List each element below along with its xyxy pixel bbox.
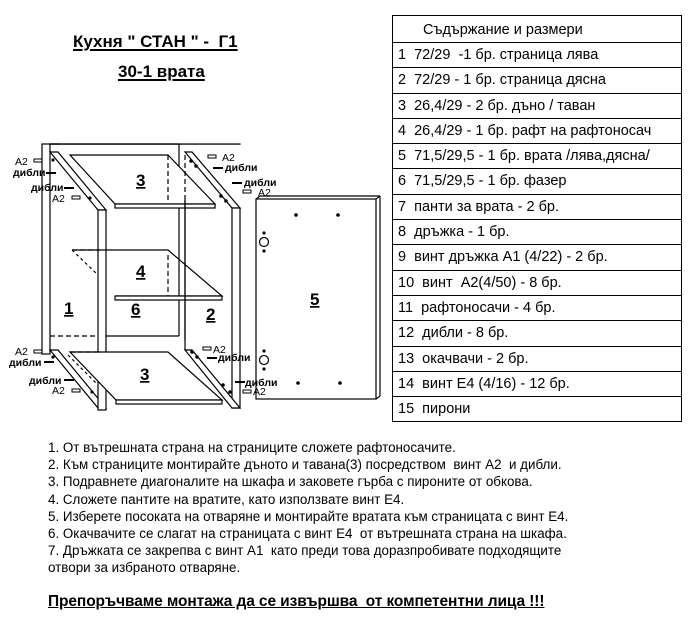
- shelf: [72, 200, 222, 340]
- part-label-shelf: 4: [136, 262, 146, 281]
- dowel-label: дибли: [13, 167, 46, 179]
- part-label-back: 6: [131, 300, 141, 319]
- screw-label: А2: [253, 386, 266, 398]
- screw-label: А2: [52, 193, 65, 205]
- contents-row: 14 винт Е4 (4/16) - 12 бр.: [393, 371, 681, 396]
- screw-label: А2: [52, 385, 65, 397]
- page-title: Кухня " СТАН " - Г1: [73, 32, 238, 51]
- part-label-top: 3: [136, 171, 146, 190]
- contents-row: 5 71,5/29,5 - 1 бр. врата /лява,дясна/: [393, 143, 681, 168]
- instruction-step: отвори за избраното отваряне.: [48, 560, 241, 576]
- contents-row: 3 26,4/29 - 2 бр. дъно / таван: [393, 93, 681, 118]
- screw-label: А2: [15, 346, 28, 358]
- contents-row: 10 винт А2(4/50) - 8 бр.: [393, 270, 681, 295]
- instruction-step: 1. От вътрешната страна на страниците сложете рафтоносачите.: [48, 440, 456, 455]
- part-label-left-side: 1: [64, 299, 74, 318]
- contents-row: 11 рафтоносачи - 4 бр.: [393, 295, 681, 320]
- contents-row: 6 71,5/29,5 - 1 бр. фазер: [393, 168, 681, 193]
- contents-row: 9 винт дръжка А1 (4/22) - 2 бр.: [393, 244, 681, 269]
- instruction-step: 5. Изберете посоката на отваряне и монтирайте вратата към страницата с винт Е4.: [48, 508, 569, 524]
- warning-note: Препоръчваме монтажа да се извършва от компетентни лица !!!: [48, 593, 545, 610]
- instruction-step: 2. Към страниците монтирайте дъното и тавана(3) посредством винт А2 и дибли.: [48, 457, 562, 473]
- instruction-step: 4. Сложете пантите на вратите, като използвате винт Е4.: [48, 491, 405, 507]
- contents-table: [392, 15, 682, 422]
- instruction-step: 3. Подравнете диагоналите на шкафа и заковете гърба с пироните от обкова.: [48, 474, 533, 490]
- instruction-step: 7. Дръжката се закрепва с винт А1 като преди това доразпробивате подходящите: [48, 543, 562, 559]
- contents-row: 15 пирони: [393, 396, 681, 421]
- dowel-label: дибли: [218, 352, 251, 364]
- contents-row: 1 72/29 -1 бр. страница лява: [393, 42, 681, 67]
- screw-label: А2: [15, 156, 28, 168]
- screw-label: А2: [213, 344, 226, 356]
- dowel-label: дибли: [29, 375, 62, 387]
- assembly-instructions: [48, 439, 568, 577]
- contents-row: 2 72/29 - 1 бр. страница дясна: [393, 67, 681, 92]
- contents-row: 12 дибли - 8 бр.: [393, 320, 681, 345]
- contents-row: 8 дръжка - 1 бр.: [393, 219, 681, 244]
- part-label-door: 5: [310, 290, 320, 309]
- screw-label: А2: [258, 187, 271, 199]
- dowel-label: дибли: [9, 357, 42, 369]
- dowel-label: дибли: [225, 162, 258, 174]
- screw-label: А2: [222, 152, 235, 164]
- contents-heading: Съдържание и размери: [423, 22, 583, 38]
- contents-row: 13 окачвачи - 2 бр.: [393, 346, 681, 371]
- contents-row: 4 26,4/29 - 1 бр. рафт на рафтоносач: [393, 118, 681, 143]
- part-label-bottom: 3: [140, 365, 150, 384]
- part-label-right-side: 2: [206, 305, 216, 324]
- contents-row: 7 панти за врата - 2 бр.: [393, 194, 681, 219]
- dowel-label: дибли: [244, 177, 277, 189]
- page-subtitle: 30-1 врата: [118, 62, 205, 81]
- dowel-label: дибли: [245, 377, 278, 389]
- dowel-label: дибли: [31, 182, 64, 194]
- instruction-step: 6. Окачвачите се слагат на страницата с винт Е4 от вътрешната страна на шкафа.: [48, 526, 567, 542]
